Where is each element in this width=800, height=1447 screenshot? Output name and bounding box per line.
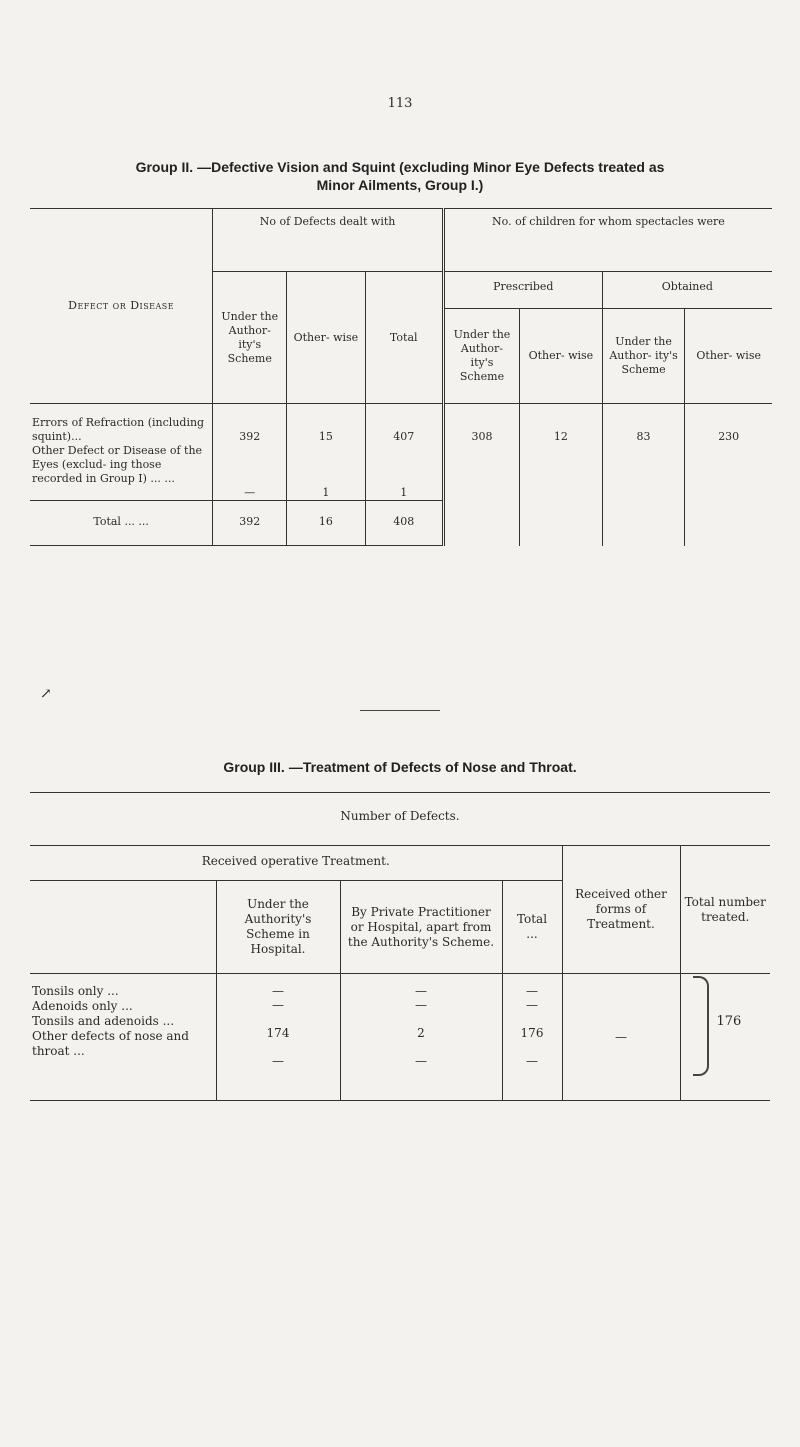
table-row <box>30 404 772 501</box>
group-3-label: Group III. <box>223 759 285 775</box>
col-defect-or-disease: Defect or Disease <box>30 209 213 404</box>
tonsils-under: — <box>272 984 284 998</box>
group-2-title-rest: —Defective Vision and Squint (excluding Minor Eye Defects treated as <box>197 159 665 175</box>
group-2-label: Group II. <box>135 159 194 175</box>
cell-total <box>365 404 443 501</box>
other-forms-value: — <box>562 974 680 1101</box>
col-under-values <box>216 974 340 1101</box>
tonsils-adenoids-under: 174 <box>266 1026 290 1040</box>
errors-under: 392 <box>239 430 261 443</box>
tonsils-adenoids-total: 176 <box>520 1026 544 1040</box>
col-otherwise: Other- wise <box>287 272 365 404</box>
col-under-scheme: Under the Author- ity's Scheme <box>213 272 287 404</box>
group-3-title <box>40 758 760 776</box>
group-2-title <box>40 158 760 194</box>
received-operative: Received operative Treatment. <box>30 846 562 881</box>
col-private-values <box>340 974 502 1101</box>
total-treated-value: 176 <box>716 1014 742 1029</box>
other-private: — <box>415 1054 427 1068</box>
mark-icon: ↗ <box>40 686 52 702</box>
adenoids-total: — <box>526 998 538 1012</box>
cell-otherwise <box>287 404 365 501</box>
col-private: By Private Practitioner or Hospital, apart from the Authority's Scheme. <box>340 881 502 974</box>
blank-header <box>30 881 216 974</box>
row-tonsils-adenoids-label: Tonsils and adenoids ... <box>32 1014 175 1028</box>
tonsils-private: — <box>415 984 427 998</box>
col-total-values <box>502 974 562 1101</box>
col-total-label: Total <box>516 912 548 926</box>
row-adenoids-label: Adenoids only ... <box>32 999 133 1013</box>
col-obtained: Obtained <box>602 272 772 309</box>
other-total: — <box>526 1054 538 1068</box>
page-number: 113 <box>387 96 413 111</box>
col-total-dots: ... <box>526 927 538 941</box>
total-other: 16 <box>287 501 365 546</box>
col-prescribed: Prescribed <box>443 272 602 309</box>
cell-obt-other: 230 <box>685 404 772 546</box>
adenoids-private: — <box>415 998 427 1012</box>
col-other-forms: Received other forms of Treatment. <box>562 846 680 974</box>
other-under: — <box>272 1054 284 1068</box>
col-under-authority: Under the Authority's Scheme in Hospital. <box>216 881 340 974</box>
table-row <box>30 974 770 1101</box>
brace-icon <box>693 976 709 1076</box>
col-prescribed-under-scheme: Under the Author- ity's Scheme <box>443 309 519 404</box>
col-total <box>502 881 562 974</box>
group-2-title-line2: Minor Ailments, Group I.) <box>316 177 484 193</box>
cell-under <box>213 404 287 501</box>
cell-presc-other: 12 <box>520 404 603 546</box>
col-prescribed-otherwise: Other- wise <box>520 309 603 404</box>
col-obtained-under-scheme: Under the Author- ity's Scheme <box>602 309 685 404</box>
row-other-defect-label: Other Defect or Disease of the Eyes (exclud- ing those recorded in Group I) ... ... <box>32 444 203 485</box>
col-obtained-otherwise: Other- wise <box>685 309 772 404</box>
number-of-defects: Number of Defects. <box>30 793 770 846</box>
cell-obt-under: 83 <box>602 404 685 546</box>
divider <box>360 710 440 711</box>
cell-presc-under: 308 <box>443 404 519 546</box>
errors-total: 407 <box>393 430 415 443</box>
total-treated-cell <box>680 974 770 1101</box>
total-under: 392 <box>213 501 287 546</box>
col-total: Total <box>365 272 443 404</box>
errors-other: 15 <box>318 430 333 443</box>
row-labels <box>30 974 216 1101</box>
total-label: Total ... ... <box>30 501 213 546</box>
row-other-label: Other defects of nose and throat ... <box>32 1029 189 1058</box>
row-tonsils-label: Tonsils only ... <box>32 984 119 998</box>
col-children-spectacles: No. of children for whom spectacles were <box>443 209 772 272</box>
row-errors-label: Errors of Refraction (including squint)... <box>32 416 205 443</box>
col-defects-dealt-with: No of Defects dealt with <box>213 209 444 272</box>
col-total-treated: Total number treated. <box>680 846 770 974</box>
other-other: 1 <box>322 486 330 499</box>
other-total: 1 <box>400 486 408 499</box>
group-3-table <box>30 792 770 1101</box>
adenoids-under: — <box>272 998 284 1012</box>
other-under: — <box>244 486 256 499</box>
total-total: 408 <box>365 501 443 546</box>
row-label <box>30 404 213 501</box>
tonsils-total: — <box>526 984 538 998</box>
group-2-table <box>30 208 772 546</box>
tonsils-adenoids-private: 2 <box>417 1026 425 1040</box>
group-3-title-rest: —Treatment of Defects of Nose and Throat. <box>288 759 577 775</box>
